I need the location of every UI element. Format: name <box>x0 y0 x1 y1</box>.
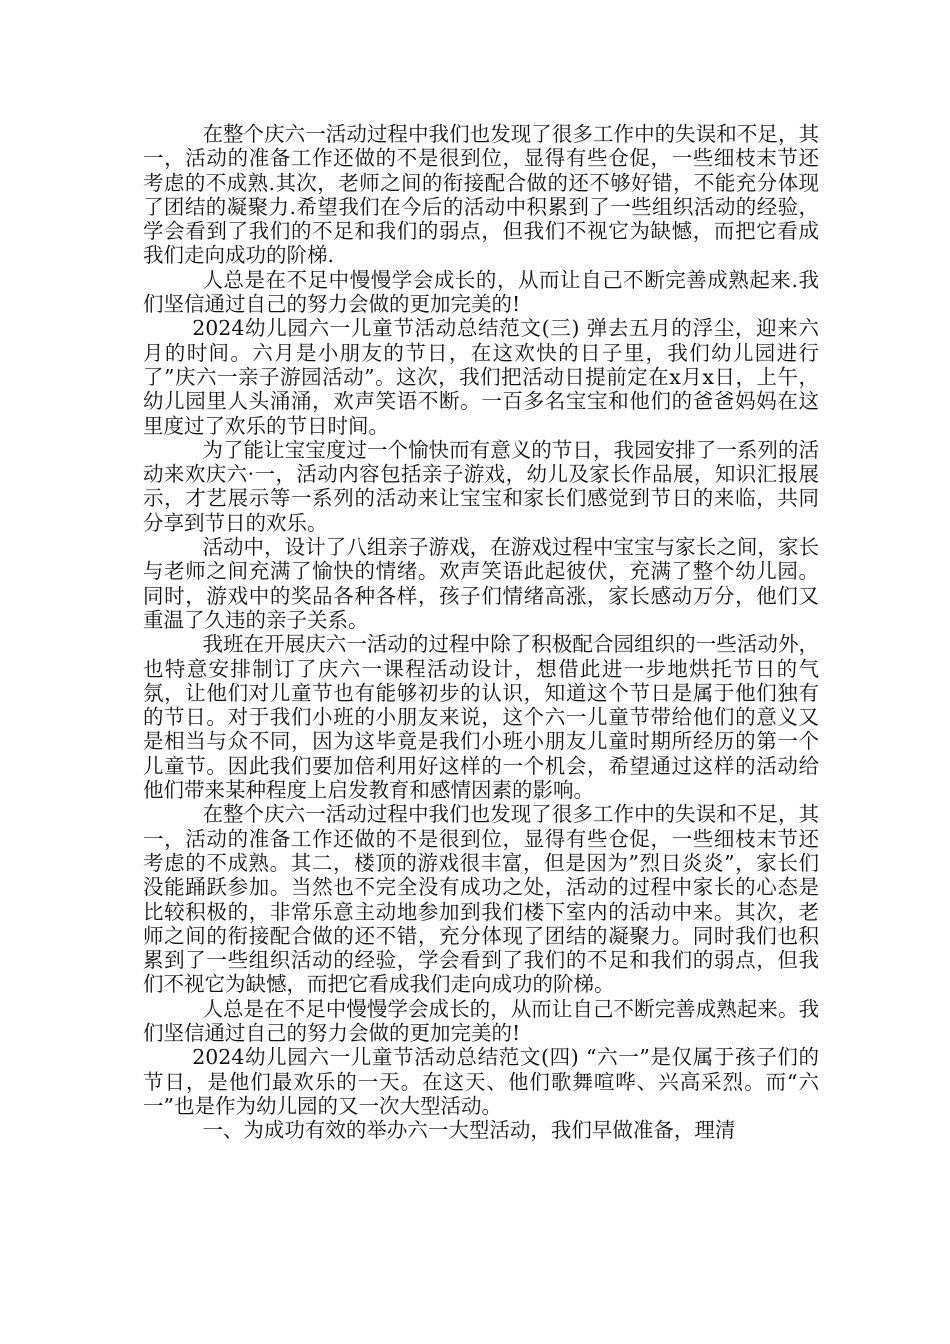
paragraph: 为了能让宝宝度过一个愉快而有意义的节日，我园安排了一系列的活动来欢庆六·一，活动内容包括亲子游戏，幼儿及家长作品展，知识汇报展示，才艺展示等一系列的活动来让宝宝和家长们感觉到节日的来临，共同分享到节日的欢乐。 <box>143 437 819 535</box>
paragraph: 人总是在不足中慢慢学会成长的，从而让自己不断完善成熟起来.我们坚信通过自己的努力会做的更加完美的! <box>143 267 819 317</box>
paragraph: 一、为成功有效的举办六一大型活动，我们早做准备，理清 <box>202 1118 736 1143</box>
section-heading-paragraph: 2024幼儿园六一儿童节活动总结范文(三) 弹去五月的浮尘，迎来六月的时间。六月是小朋友的节日，在这欢快的日子里，我们幼儿园进行了”庆六一亲子游园活动”。这次，我们把活动日提前定在x月x日，上午，幼儿园里人头涌涌，欢声笑语不断。一百多名宝宝和他们的爸爸妈妈在这里度过了欢乐的节日时间。 <box>143 316 819 438</box>
paragraph: 在整个庆六一活动过程中我们也发现了很多工作中的失误和不足，其一，活动的准备工作还做的不是很到位，显得有些仓促，一些细枝末节还考虑的不成熟。其二，楼顶的游戏很丰富，但是因为”烈日炎炎”，家长们没能踊跃参加。当然也不完全没有成功之处，活动的过程中家长的心态是比较积极的，非常乐意主动地参加到我们楼下室内的活动中来。其次，老师之间的衔接配合做的还不错，充分体现了团结的凝聚力。同时我们也积累到了一些组织活动的经验，学会看到了我们的不足和我们的弱点，但我们不视它为缺憾，而把它看成我们走向成功的阶梯。 <box>143 802 819 997</box>
paragraph: 在整个庆六一活动过程中我们也发现了很多工作中的失误和不足，其一，活动的准备工作还做的不是很到位，显得有些仓促，一些细枝末节还考虑的不成熟.其次，老师之间的衔接配合做的还不够好错，不能充分体现了团结的凝聚力.希望我们在今后的活动中积累到了一些组织活动的经验，学会看到了我们的不足和我们的弱点，但我们不视它为缺憾，而把它看成我们走向成功的阶梯. <box>143 122 819 268</box>
paragraph: 人总是在不足中慢慢学会成长的，从而让自己不断完善成熟起来。我们坚信通过自己的努力会做的更加完美的! <box>143 996 819 1045</box>
paragraph: 活动中，设计了八组亲子游戏，在游戏过程中宝宝与家长之间，家长与老师之间充满了愉快的情绪。欢声笑语此起彼伏，充满了整个幼儿园。同时，游戏中的奖品各种各样，孩子们情绪高涨，家长感动万分，他们又重温了久违的亲子关系。 <box>143 535 819 632</box>
section-heading-paragraph: 2024幼儿园六一儿童节活动总结范文(四) “六一”是仅属于孩子们的节日，是他们最欢乐的一天。在这天、他们歌舞喧哗、兴高采烈。而“六一”也是作为幼儿园的又一次大型活动。 <box>143 1045 819 1118</box>
paragraph: 我班在开展庆六一活动的过程中除了积极配合园组织的一些活动外，也特意安排制订了庆六一课程活动设计，想借此进一步地烘托节日的气氛，让他们对儿童节也有能够初步的认识，知道这个节日是属于他们独有的节日。对于我们小班的小朋友来说，这个六一儿童节带给他们的意义又是相当与众不同，因为这毕竟是我们小班小朋友儿童时期所经历的第一个儿童节。因此我们要加倍利用好这样的一个机会，希望通过这样的活动给他们带来某种程度上启发教育和感情因素的影响。 <box>143 632 819 803</box>
document-body <box>143 122 819 1142</box>
